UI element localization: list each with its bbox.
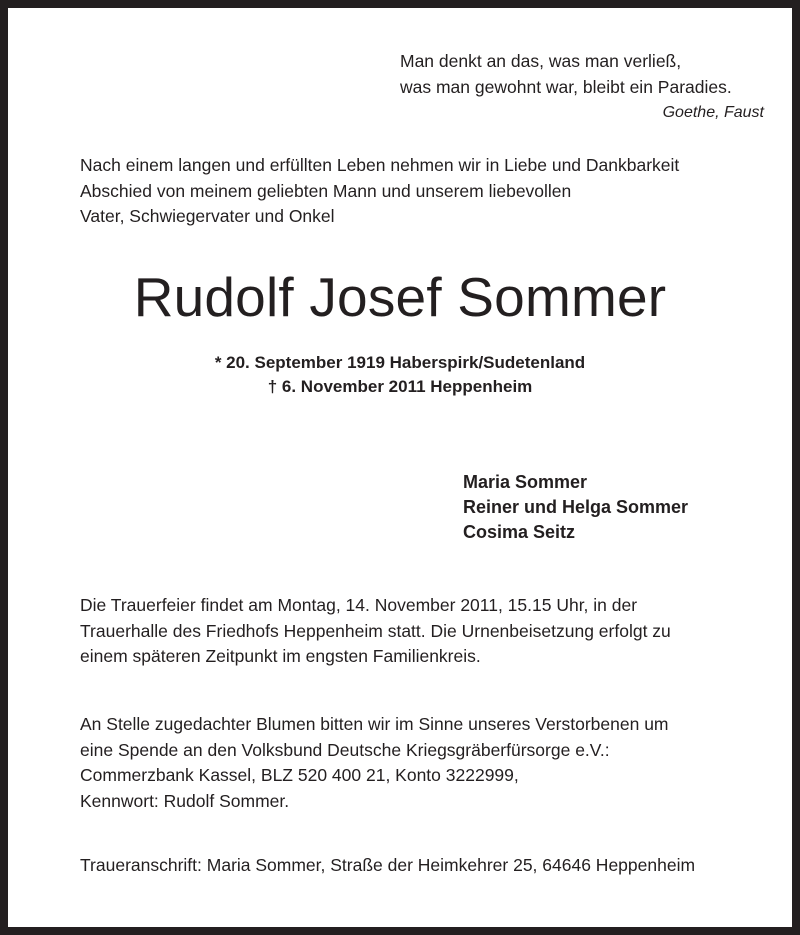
- ceremony-line-2: Trauerhalle des Friedhofs Heppenheim statt. Die Urnenbeisetzung erfolgt zu: [80, 620, 671, 641]
- introduction-block: [80, 153, 770, 230]
- deceased-name: Rudolf Josef Sommer: [133, 266, 667, 328]
- intro-line-2: Abschied von meinem geliebten Mann und unserem liebevollen: [80, 180, 572, 201]
- donation-request-block: [80, 712, 780, 814]
- condolence-address-line: Traueranschrift: Maria Sommer, Straße der Heimkehrer 25, 64646 Heppenheim: [80, 855, 696, 875]
- survivor-line-3: Cosima Seitz: [463, 522, 576, 542]
- deceased-name-block: [8, 266, 792, 328]
- birth-date-line: * 20. September 1919 Haberspirk/Sudetenland: [214, 353, 586, 372]
- ceremony-details-block: [80, 593, 780, 670]
- intro-line-1: Nach einem langen und erfüllten Leben nehmen wir in Liebe und Dankbarkeit: [80, 155, 680, 175]
- intro-line-3: Vater, Schwiegervater und Onkel: [80, 206, 335, 226]
- quotation-block: [400, 48, 764, 125]
- condolence-address-block: [80, 853, 780, 879]
- survivor-line-1: Maria Sommer: [463, 472, 588, 492]
- donation-bank-details: Commerzbank Kassel, BLZ 520 400 21, Konto 3222999,: [80, 765, 519, 785]
- quote-line-1: Man denkt an das, was man verließ,: [400, 51, 682, 71]
- survivors-block: [463, 470, 763, 545]
- ceremony-line-1: Die Trauerfeier findet am Montag, 14. November 2011, 15.15 Uhr, in der: [80, 595, 638, 615]
- life-dates-block: [8, 351, 792, 399]
- quote-line-2: was man gewohnt war, bleibt ein Paradies.: [400, 77, 732, 97]
- obituary-content: [8, 8, 792, 927]
- quote-attribution: Goethe, Faust: [662, 104, 764, 121]
- ceremony-line-3: einem späteren Zeitpunkt im engsten Familienkreis.: [80, 646, 481, 666]
- survivor-line-2: Reiner und Helga Sommer: [463, 497, 689, 517]
- donation-line-2: eine Spende an den Volksbund Deutsche Kriegsgräberfürsorge e.V.:: [80, 739, 610, 760]
- death-date-line: † 6. November 2011 Heppenheim: [267, 377, 533, 396]
- donation-line-1: An Stelle zugedachter Blumen bitten wir im Sinne unseres Verstorbenen um: [80, 714, 669, 734]
- donation-reference: Kennwort: Rudolf Sommer.: [80, 790, 290, 811]
